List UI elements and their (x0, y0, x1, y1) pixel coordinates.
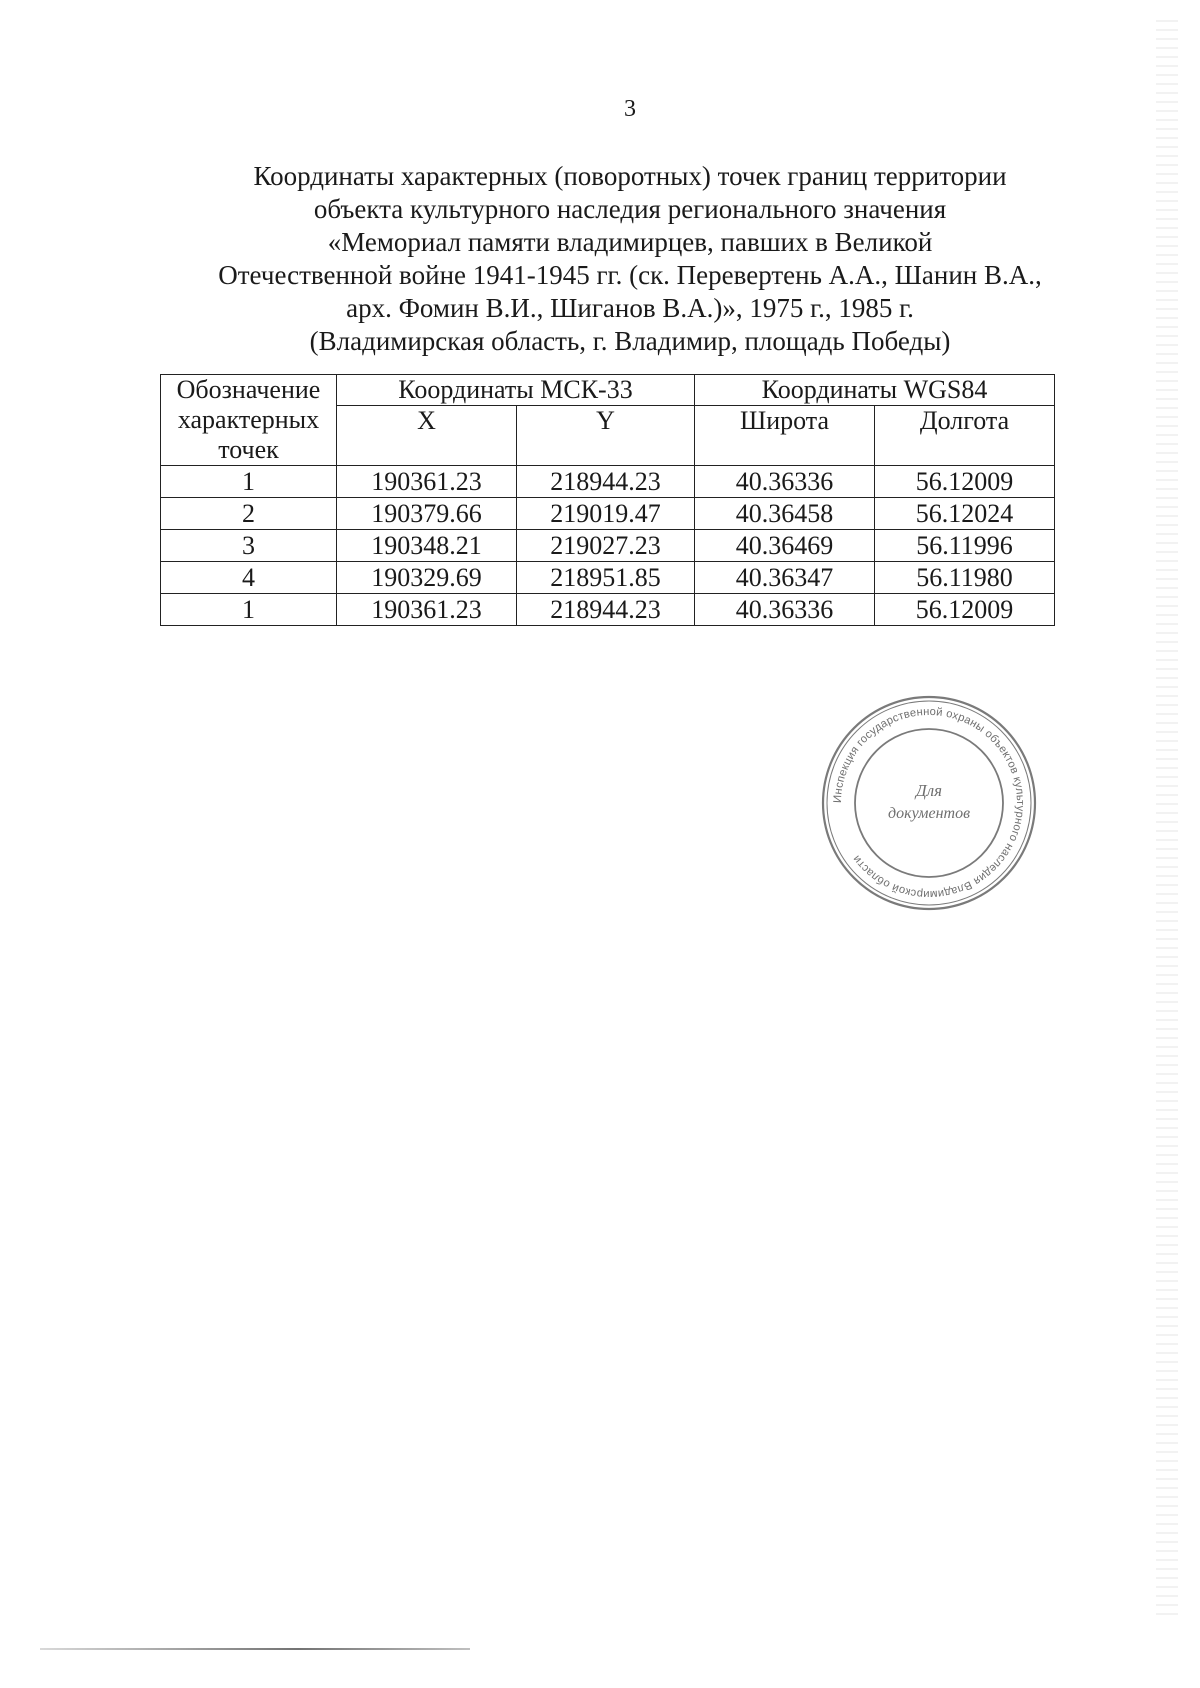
cell-point: 4 (161, 562, 337, 594)
coordinates-table (160, 374, 1055, 626)
cell-point: 3 (161, 530, 337, 562)
scan-edge-artifact (1156, 20, 1178, 1620)
header-msk33: Координаты МСК-33 (337, 375, 695, 406)
cell-longitude: 56.12009 (875, 466, 1055, 498)
table-row (161, 498, 1055, 530)
stamp-outer-ring-inner (827, 701, 1031, 905)
cell-latitude: 40.36336 (695, 466, 875, 498)
cell-y: 218944.23 (517, 594, 695, 626)
cell-x: 190361.23 (337, 466, 517, 498)
cell-latitude: 40.36458 (695, 498, 875, 530)
cell-x: 190348.21 (337, 530, 517, 562)
cell-longitude: 56.11996 (875, 530, 1055, 562)
cell-latitude: 40.36336 (695, 594, 875, 626)
cell-longitude: 56.11980 (875, 562, 1055, 594)
table-header-row (161, 375, 1055, 406)
subheader-y: Y (517, 406, 695, 466)
official-stamp (818, 692, 1040, 914)
cell-point: 1 (161, 594, 337, 626)
stamp-center-text-line2: документов (887, 805, 971, 822)
title-line: (Владимирская область, г. Владимир, площадь Победы) (309, 326, 951, 356)
title-line: арх. Фомин В.И., Шиганов В.А.)», 1975 г., 1985 г. (346, 293, 914, 323)
table-row (161, 466, 1055, 498)
cell-x: 190329.69 (337, 562, 517, 594)
cell-y: 218944.23 (517, 466, 695, 498)
cell-y: 219027.23 (517, 530, 695, 562)
document-title (180, 160, 1080, 358)
subheader-latitude: Широта (695, 406, 875, 466)
page-number: 3 (624, 96, 636, 122)
scan-bottom-line (40, 1648, 470, 1650)
table-row (161, 594, 1055, 626)
cell-x: 190361.23 (337, 594, 517, 626)
cell-longitude: 56.12009 (875, 594, 1055, 626)
cell-latitude: 40.36469 (695, 530, 875, 562)
title-line: «Мемориал памяти владимирцев, павших в Великой (327, 227, 933, 257)
table-row (161, 562, 1055, 594)
cell-point: 2 (161, 498, 337, 530)
cell-x: 190379.66 (337, 498, 517, 530)
stamp-ring-text: Инспекция государственной охраны объектов культурного наследия Владимирской области (831, 705, 1027, 901)
title-line: Координаты характерных (поворотных) точек границ территории (253, 161, 1007, 191)
cell-point: 1 (161, 466, 337, 498)
cell-latitude: 40.36347 (695, 562, 875, 594)
header-point-label: Обозначение характерных точек (161, 375, 337, 466)
cell-y: 218951.85 (517, 562, 695, 594)
subheader-longitude: Долгота (875, 406, 1055, 466)
table-row (161, 530, 1055, 562)
cell-longitude: 56.12024 (875, 498, 1055, 530)
stamp-center-text-line1: Для (915, 781, 943, 800)
header-wgs84: Координаты WGS84 (695, 375, 1055, 406)
cell-y: 219019.47 (517, 498, 695, 530)
title-line: объекта культурного наследия регионального значения (313, 194, 947, 224)
subheader-x: X (337, 406, 517, 466)
stamp-inner-ring (855, 729, 1003, 877)
title-line: Отечественной войне 1941-1945 гг. (ск. Перевертень А.А., Шанин В.А., (218, 260, 1042, 290)
svg-text:Инспекция государственной охра (832, 706, 1026, 900)
